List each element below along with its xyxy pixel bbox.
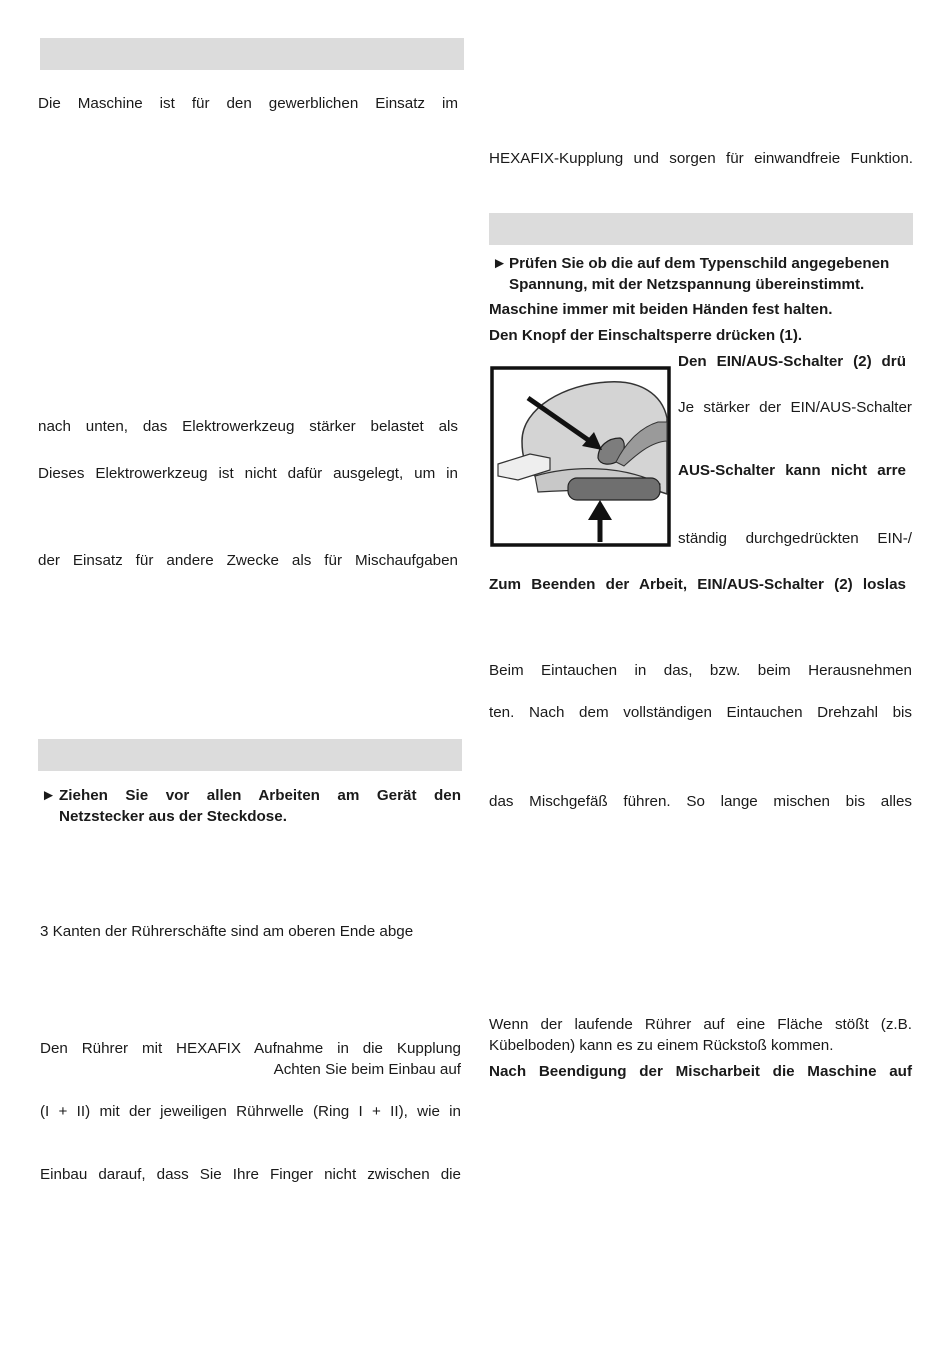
paragraph-line: 3 Kanten der Rührerschäfte sind am oberen Ende abge [40, 923, 414, 940]
trigger-switch-shape [568, 478, 660, 500]
paragraph-line: Kübelboden) kann es zu einem Rückstoß kommen. [489, 1037, 834, 1054]
bullet-arrow-icon: ► [492, 255, 508, 272]
instruction-line: Den EIN/AUS-Schalter (2) drü [678, 353, 906, 370]
paragraph-line: Dieses Elektrowerkzeug ist nicht dafür ausgelegt, um in [38, 465, 458, 482]
warning-line: Netzstecker aus der Steckdose. [59, 808, 287, 825]
instruction-line: AUS-Schalter kann nicht arre [678, 462, 906, 479]
paragraph-line: Wenn der laufende Rührer auf eine Fläche stößt (z.B. [489, 1016, 912, 1033]
paragraph-line: Die Maschine ist für den gewerblichen Einsatz im [38, 95, 458, 112]
paragraph-line: (I + II) mit der jeweiligen Rührwelle (Ring I + II), wie in [40, 1103, 461, 1120]
section-heading-bar-3 [489, 213, 913, 245]
instruction-line: Prüfen Sie ob die auf dem Typenschild angegebenen [509, 255, 890, 272]
instruction-line: Zum Beenden der Arbeit, EIN/AUS-Schalter (2) loslas [489, 576, 906, 593]
paragraph-line: Den Rührer mit HEXAFIX Aufnahme in die Kupplung [40, 1040, 461, 1057]
paragraph-line: ten. Nach dem vollständigen Eintauchen Drehzahl bis [489, 704, 912, 721]
paragraph-line: Einbau darauf, dass Sie Ihre Finger nicht zwischen die [40, 1166, 461, 1183]
section-heading-bar-1 [40, 38, 464, 70]
paragraph-line: nach unten, das Elektrowerkzeug stärker belastet als [38, 418, 458, 435]
paragraph-line: HEXAFIX-Kupplung und sorgen für einwandfreie Funktion. [489, 150, 913, 167]
paragraph-line: der Einsatz für andere Zwecke als für Mischaufgaben [38, 552, 458, 569]
bullet-arrow-icon: ► [41, 787, 57, 804]
paragraph-line: ständig durchgedrückten EIN-/ [678, 530, 912, 547]
switch-illustration [490, 366, 671, 547]
instruction-line: Nach Beendigung der Mischarbeit die Maschine auf [489, 1063, 912, 1080]
paragraph-line: Beim Eintauchen in das, bzw. beim Herausnehmen [489, 662, 912, 679]
instruction-line: Maschine immer mit beiden Händen fest halten. [489, 301, 833, 318]
paragraph-line: das Mischgefäß führen. So lange mischen bis alles [489, 793, 912, 810]
warning-line: Ziehen Sie vor allen Arbeiten am Gerät den [59, 787, 461, 804]
instruction-line: Spannung, mit der Netzspannung übereinstimmt. [509, 276, 865, 293]
section-heading-bar-2 [38, 739, 462, 771]
paragraph-line: Achten Sie beim Einbau auf [273, 1061, 461, 1078]
instruction-line: Den Knopf der Einschaltsperre drücken (1). [489, 327, 803, 344]
paragraph-line: Je stärker der EIN/AUS-Schalter [678, 399, 912, 416]
